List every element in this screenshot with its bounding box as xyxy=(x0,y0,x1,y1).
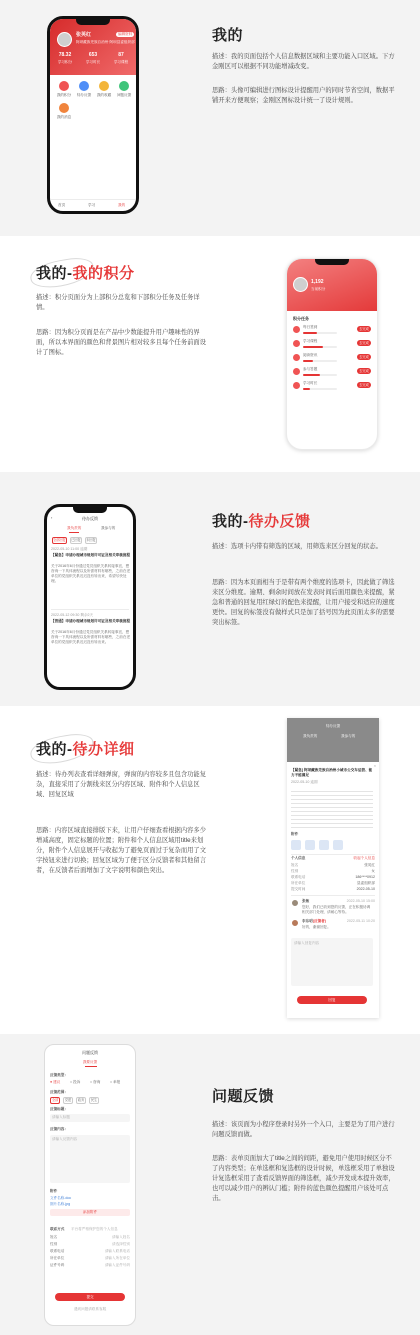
tab-home[interactable]: 首页 xyxy=(58,203,66,207)
attachment-thumb[interactable] xyxy=(291,840,301,850)
avatar xyxy=(291,919,299,927)
divider xyxy=(291,854,375,855)
phone-notch xyxy=(315,259,349,265)
content-label: 反馈内容： xyxy=(50,1127,68,1131)
divider xyxy=(51,609,129,610)
chat-icon xyxy=(119,81,129,91)
scope-chip[interactable]: 民生 xyxy=(90,1098,98,1102)
add-attachment-button[interactable]: 添加附件 xyxy=(50,1209,130,1216)
task-progress xyxy=(303,346,337,348)
nav-title: 待办反馈 xyxy=(82,516,98,521)
section-title-detail xyxy=(36,738,135,759)
task-progress xyxy=(303,332,337,334)
title-prefix: 我的- xyxy=(36,741,73,758)
contact-heading: 联系方式 xyxy=(50,1227,65,1231)
task-go-button[interactable]: 去完成 xyxy=(357,382,371,388)
section-title-my xyxy=(212,24,243,45)
detail-body-text xyxy=(291,788,373,828)
radio-label: 投诉 xyxy=(73,1080,81,1084)
reply-author xyxy=(302,919,326,924)
reply-input[interactable] xyxy=(291,938,373,986)
field-key: 联系电话 xyxy=(50,1249,65,1253)
task-name: 学习课程 xyxy=(303,339,318,343)
tab-underline xyxy=(85,1066,97,1067)
detail-sheet xyxy=(287,762,379,1018)
task-name: 阅读资讯 xyxy=(303,353,318,357)
radio-label: 举报 xyxy=(113,1080,121,1084)
stat-points-label: 学习积分 xyxy=(57,60,73,64)
field-key: 所在单位 xyxy=(50,1256,65,1260)
todo-body: 关于2016年6月份通过党员组织关系转接事宜，想咨询一下具体流程以及所需材料有哪些，之前在老单位的党组织关系迟迟没有转出来，希望尽快处理。 xyxy=(51,564,131,583)
phone-notch xyxy=(76,19,110,25)
avatar xyxy=(291,899,299,907)
task-progress xyxy=(303,360,337,362)
attachment-thumb[interactable] xyxy=(319,840,329,850)
checklist-icon xyxy=(79,81,89,91)
task-row xyxy=(293,381,373,393)
section-desc-points: 描述：积分页面分为上部积分总览和下部积分任务及任务详情。 xyxy=(36,294,200,311)
phone-my xyxy=(47,16,139,214)
task-row xyxy=(293,353,373,365)
stat-duration-label: 学习时长 xyxy=(85,60,101,64)
section-desc-detail: 描述：待办列表查看详细弹窗，弹窗的内容较多且包含功能复杂，直接采用了分割线来区分内容区域、附件和个人信息区域、回复区域 xyxy=(36,771,207,798)
reply-placeholder: 请输入回复内容 xyxy=(294,941,320,945)
nav-title: 待办反馈 xyxy=(325,724,341,728)
tab-study[interactable]: 学习 xyxy=(88,203,96,207)
reply-submit-button[interactable]: 回复 xyxy=(297,996,367,1004)
title-placeholder: 请输入标题 xyxy=(52,1115,70,1119)
tabbar-divider xyxy=(50,199,136,200)
attachment-thumb[interactable] xyxy=(333,840,343,850)
info-key: 性别 xyxy=(291,869,299,873)
title-highlight: 待办反馈 xyxy=(248,513,311,530)
stat-courses-label: 学习课程 xyxy=(113,60,129,64)
radio-label: 咨询 xyxy=(93,1080,101,1084)
phone-notch xyxy=(73,507,107,513)
todo-meta: 2022-05-12 09:30 剩余2天 xyxy=(51,613,94,617)
news-icon xyxy=(293,354,300,361)
entry-label: 我的收藏 xyxy=(96,93,112,97)
title-label: 反馈标题： xyxy=(50,1107,68,1111)
reply-text: 好的，谢谢回复。 xyxy=(302,925,331,929)
field-input[interactable]: 请输入姓名 xyxy=(112,1235,130,1239)
field-key: 性别 xyxy=(50,1242,58,1246)
task-row xyxy=(293,367,373,379)
info-value: 县委组织部 xyxy=(357,881,375,885)
book-icon xyxy=(293,340,300,347)
phone-points xyxy=(286,258,378,450)
task-row xyxy=(293,339,373,351)
section-detail xyxy=(0,706,420,1034)
title-text: 我的 xyxy=(212,27,244,44)
field-input[interactable]: 请选择性别 xyxy=(112,1242,130,1246)
task-go-button[interactable]: 去完成 xyxy=(357,354,371,360)
tab-participating[interactable]: 我参与的 xyxy=(101,526,116,530)
user-subtitle: 阿坝藏族羌族自治州·阿坝县委组织部 xyxy=(76,40,135,44)
todo-title: 【紧急】申请办理城市规划许可证及相关审核流程 xyxy=(51,553,131,557)
attach-heading: 附件 xyxy=(50,1189,58,1193)
info-value: 2022-05-10 xyxy=(356,887,375,891)
dimmed-backdrop xyxy=(287,718,379,762)
field-key: 证件号码 xyxy=(50,1263,65,1267)
submit-button[interactable]: 提交 xyxy=(55,1293,125,1301)
nav-title: 问题反馈 xyxy=(82,1050,98,1055)
title-highlight: 待办详细 xyxy=(72,741,135,758)
task-name: 每日签到 xyxy=(303,325,318,329)
tab-responsible[interactable]: 我负责的 xyxy=(67,526,82,530)
info-value: 张英红 xyxy=(364,863,375,867)
radio-consult[interactable]: ○ 咨询 xyxy=(90,1080,101,1084)
radio-label: 建议 xyxy=(53,1080,61,1084)
attach-heading: 附件 xyxy=(291,832,299,836)
section-my xyxy=(0,0,420,236)
user-name: 张英红 xyxy=(76,32,92,38)
tab-submit-feedback[interactable]: 我要反馈 xyxy=(82,1060,98,1064)
attachment-link[interactable]: 文件名称.doc xyxy=(50,1196,72,1200)
bookmark-icon xyxy=(99,81,109,91)
reply-time: 2022-05-11 10:20 xyxy=(346,919,375,923)
task-row xyxy=(293,325,373,337)
title-text: 问题反馈 xyxy=(212,1088,275,1105)
field-input[interactable]: 请输入联系电话 xyxy=(104,1249,130,1253)
phone-detail xyxy=(287,718,379,1018)
title-prefix: 我的- xyxy=(36,265,73,282)
reply-author-name: 李东明 xyxy=(302,919,313,923)
section-idea-my: 思路：头像可编辑进行图标设计提醒用户的同时节省空间，数据平铺开来方便观察；金刚区图标设计统一了设计规则。 xyxy=(212,87,395,104)
task-name: 学习时长 xyxy=(303,381,318,385)
scope-chip[interactable]: 全部 xyxy=(51,1098,59,1102)
tab-mine[interactable]: 我的 xyxy=(118,203,126,207)
tab-responsible: 我负责的 xyxy=(303,734,318,738)
section-idea-detail: 思路：内容区域直接排版下来，让用户仔细查看根据内容多少增减高度，固定标题的位置；附件和个人信息区域用title来划分，附件个人信息展开与收起为了避免页面过于复杂而用了文字按钮来进行切换；回复区域为了便于区分反馈者和其他留言者，在反馈者后面增加了文字说明和颜色突出。 xyxy=(36,827,207,874)
tab-participating: 我参与的 xyxy=(341,734,356,738)
entry-label: 问题反馈 xyxy=(116,93,132,97)
title-input[interactable] xyxy=(50,1114,130,1122)
radio-suggest[interactable]: ● 建议 xyxy=(50,1080,61,1084)
bell-icon xyxy=(59,103,69,113)
stat-duration-value: 653 xyxy=(88,52,98,58)
stats-row xyxy=(52,52,134,69)
todo-card[interactable] xyxy=(51,613,131,673)
reply-text: 您好，我们已收到您的反馈，正在积极协调相关部门处理，请耐心等待。 xyxy=(302,905,371,914)
quiz-icon xyxy=(293,368,300,375)
person-heading: 个人信息 xyxy=(291,856,306,860)
task-go-button[interactable]: 去完成 xyxy=(357,340,371,346)
back-icon[interactable]: ‹ xyxy=(51,515,53,520)
content-placeholder: 请输入反馈内容 xyxy=(52,1137,78,1141)
star-icon xyxy=(59,81,69,91)
section-todo xyxy=(0,472,420,706)
reply-author: 张敏 xyxy=(302,899,310,903)
section-title-feedback xyxy=(212,1085,274,1106)
title-highlight: 我的积分 xyxy=(72,265,135,282)
field-input[interactable]: 请输入所在单位 xyxy=(104,1256,130,1260)
section-title-points xyxy=(36,262,135,283)
field-input[interactable]: 请输入证件号码 xyxy=(104,1263,130,1267)
detail-meta: 2022-05-10 逾期 xyxy=(291,780,318,784)
section-desc-my: 描述：我的页面包括个人信息数据区域和主要功能入口区域。下方金刚区可以根据不同功能增减改变。 xyxy=(212,53,395,70)
todo-title: 【普通】申请办理城市规划许可证及相关审核流程 xyxy=(51,619,131,623)
task-go-button[interactable]: 去完成 xyxy=(357,326,371,332)
section-idea-todo: 思路：因为本页面相当于是带有两个维度的选项卡，因此做了筛选来区分维度。逾期、剩余时间放在发表时间后面用颜色来提醒，紧急和普通的回复用红绿灯的配色来提醒，让用户接受和适应的速度更快。回复的标签没有做样式只是加了括号因为此页面太多的需要突出标签。 xyxy=(212,579,395,626)
calendar-icon xyxy=(293,326,300,333)
divider xyxy=(291,895,375,896)
scope-chip[interactable]: 政务 xyxy=(77,1098,85,1102)
phone-todo xyxy=(44,504,136,690)
attachment-thumb[interactable] xyxy=(305,840,315,850)
task-progress xyxy=(303,388,337,390)
footer-note: 遇到问题请联系客服 xyxy=(73,1307,107,1311)
task-progress xyxy=(303,374,337,376)
scope-label: 反馈范围： xyxy=(50,1090,68,1094)
info-value: 女 xyxy=(371,869,375,873)
radio-report[interactable]: ○ 举报 xyxy=(110,1080,121,1084)
section-desc-feedback: 描述：该页面为小程序登录时另外一个入口，主要是为了用户进行问题反馈而做。 xyxy=(212,1121,395,1138)
title-prefix: 我的- xyxy=(212,513,249,530)
todo-meta: 2022-05-10 11:00 逾期 xyxy=(51,547,88,551)
filter-replied[interactable]: 已回复 xyxy=(71,538,81,542)
scope-chip[interactable]: 党建 xyxy=(64,1098,72,1102)
section-idea-points: 思路：因为积分页面是在产品中少数能提升用户趣味性的界面，所以本界面的颜色和背景图片相对较多且每个任务前面设计了图标。 xyxy=(36,329,207,356)
task-go-button[interactable]: 去完成 xyxy=(357,368,371,374)
detail-title: 【紧急] 阿坝藏族羌族自治州小城市公交车运营、能力不能满足 xyxy=(291,768,373,777)
filter-all[interactable]: 全部回复 xyxy=(53,538,66,542)
task-name: 参与答题 xyxy=(303,367,318,371)
info-key: 提交时间 xyxy=(291,887,306,891)
toggle-person-info-button[interactable]: 收起个人信息 xyxy=(353,856,375,860)
section-points xyxy=(0,236,420,472)
task-section-title: 积分任务 xyxy=(293,316,309,321)
edit-profile-button[interactable]: 编辑资料 xyxy=(118,32,133,36)
content-textarea[interactable] xyxy=(50,1135,130,1183)
info-key: 所在单位 xyxy=(291,881,306,885)
section-idea-feedback: 思路：表单页面加大了title之间的间距，避免用户使用时候区分不了内容类型；在单选框和复选框的设计时候，单选框采用了单独设计复选框采用了查看反馈界面的筛选框，减少开发成本提升效率，也可以减少用户的辨认门槛；附件的蓝色颜色提醒用户该处可点击。 xyxy=(212,1155,395,1202)
avatar[interactable] xyxy=(57,32,72,47)
radio-complain[interactable]: ○ 投诉 xyxy=(70,1080,81,1084)
info-value: 186****0912 xyxy=(355,875,375,879)
close-icon[interactable]: × xyxy=(373,764,376,768)
contact-hint: 平台将严格保护您的个人信息 xyxy=(71,1227,118,1231)
entry-label: 我的消息 xyxy=(56,115,72,119)
info-key: 姓名 xyxy=(291,863,299,867)
filter-unreplied[interactable]: 未回复 xyxy=(86,538,96,542)
tab-underline xyxy=(69,532,79,533)
stat-courses-value: 87 xyxy=(118,52,124,58)
info-key: 联系电话 xyxy=(291,875,306,879)
section-feedback xyxy=(0,1034,420,1335)
points-score: 1,192 xyxy=(311,279,324,285)
points-score-label: 当前积分 xyxy=(311,287,326,291)
reply-author-role: (反馈者) xyxy=(312,919,326,923)
field-key: 姓名 xyxy=(50,1235,58,1239)
entry-label: 待办反馈 xyxy=(76,93,92,97)
stat-points-value: 78.32 xyxy=(58,52,72,58)
entry-label: 我的积分 xyxy=(56,93,72,97)
section-title-todo xyxy=(212,510,311,531)
attachment-link[interactable]: 图片名称.jpg xyxy=(50,1202,71,1206)
todo-body: 关于2016年6月份通过党员组织关系转接事宜，想咨询一下具体流程以及所需材料有哪些，之前在老单位的党组织关系迟迟没有转出来。 xyxy=(51,630,131,644)
avatar xyxy=(293,277,308,292)
clock-icon xyxy=(293,382,300,389)
reply-time: 2022-05-10 15:00 xyxy=(346,899,375,903)
phone-feedback xyxy=(44,1044,136,1326)
section-desc-todo: 描述：选项卡内带有筛选的区域，用筛选来区分回复的状态。 xyxy=(212,543,383,550)
type-label: 反馈类型： xyxy=(50,1073,68,1077)
todo-card[interactable] xyxy=(51,547,131,607)
